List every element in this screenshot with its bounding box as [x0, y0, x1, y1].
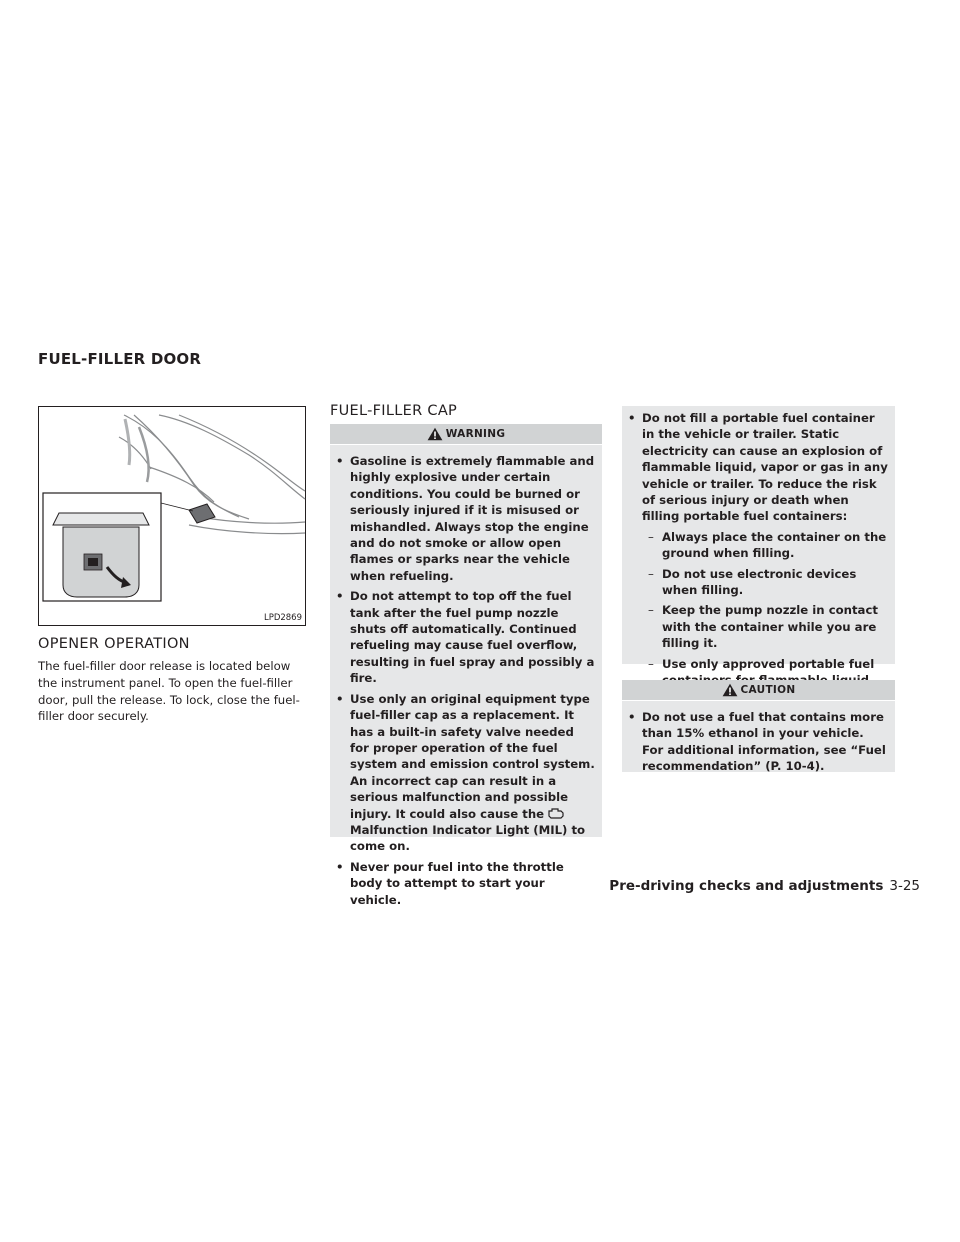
- warning-subitem: – Use only approved portable fuel: [642, 656, 889, 689]
- warning-item: • Never pour fuel into the throttle body to attempt to start your vehicle.: [330, 859, 596, 908]
- warning-subitem: – Do not use electronic devices when filling.: [642, 566, 889, 599]
- fuel-filler-release-illustration: [38, 406, 306, 626]
- engine-mil-icon: [546, 807, 566, 820]
- dashboard-illustration: [39, 407, 307, 627]
- warning-subitem: – Keep the pump nozzle in contact with the container while you are filling it.: [642, 602, 889, 651]
- page-footer: [609, 878, 920, 894]
- warning-item: • Gasoline is extremely flammable and highly explosive under certain conditions. You could be burned or seriously injured if it is misused or mishandled. Always stop the engine and do not smoke or allow open flames or sparks near the vehicle when refueling.: [330, 453, 596, 584]
- warning-subitem: – Always place the container on the ground when filling.: [642, 529, 889, 562]
- warning-label: WARNING: [445, 428, 506, 440]
- inset-detail: [43, 493, 161, 601]
- section-title: FUEL-FILLER DOOR: [38, 350, 202, 368]
- warning-box-continued: [622, 406, 895, 671]
- page-number: 3-25: [889, 878, 920, 894]
- caution-triangle-icon: [722, 683, 738, 697]
- opener-operation-heading: OPENER OPERATION: [38, 636, 190, 652]
- warning-item: • Do not attempt to top off the fuel tank after the fuel pump nozzle shuts off automatically. Continued refueling may cause fuel overflow, resulting in fuel spray and possibly a fire.: [330, 588, 596, 686]
- caution-box: [622, 680, 895, 772]
- chapter-title: Pre-driving checks and adjustments: [609, 878, 884, 894]
- warning-item-text: Do not fill a portable fuel container in the vehicle or trailer. Static electricity can cause an explosion of flammable liquid, vapor or gas in any vehicle or trailer. To reduce the risk of serious injury or death when filling portable fuel containers:: [642, 411, 888, 524]
- caution-header: [622, 680, 895, 701]
- warning-box: [330, 424, 602, 907]
- warning-item: [330, 691, 596, 855]
- warning-triangle-icon: [427, 427, 443, 441]
- warning-header: [330, 424, 602, 445]
- warning-item-text: Use only an original equipment type fuel-filler cap as a replacement. It has a built-in safety valve needed for proper operation of the fuel system and emission control system. An incorrect cap can result in a serious malfunction and possible injury. It could also cause the: [350, 691, 595, 821]
- caution-label: CAUTION: [740, 684, 796, 696]
- warning-item-tail: Malfunction Indicator Light (MIL) to come on.: [350, 822, 586, 854]
- warning-item: [622, 410, 889, 689]
- figure-code: LPD2869: [263, 613, 302, 623]
- fuel-filler-cap-heading: FUEL-FILLER CAP: [330, 403, 458, 419]
- opener-operation-body: The fuel-filler door release is located below the instrument panel. To open the fuel-filler door, pull the release. To lock, close the fuel-filler door securely.: [38, 659, 300, 724]
- caution-item: • Do not use a fuel that contains more than 15% ethanol in your vehicle. For additional information, see “Fuel recommendation” (P. 10-4).: [622, 709, 889, 775]
